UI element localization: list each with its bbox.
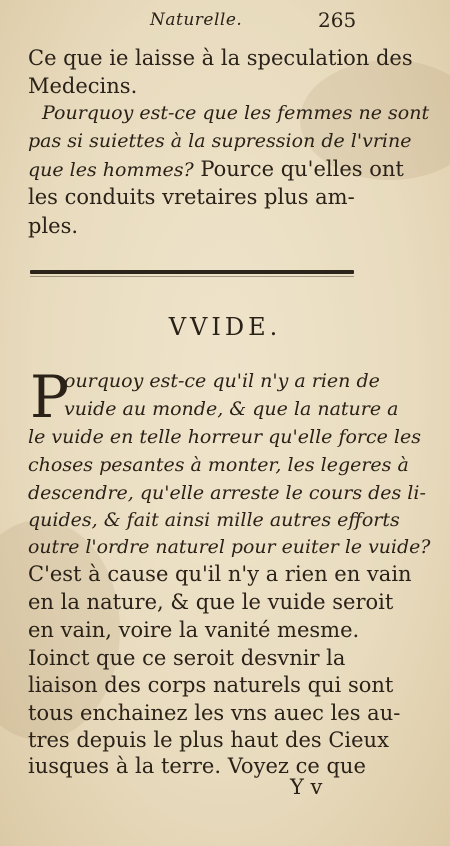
vuide-answer-line: Ioinct que ce seroit desvnir la: [28, 646, 346, 670]
drop-cap: P: [30, 363, 70, 431]
vuide-answer-line: tres depuis le plus haut des Cieux: [28, 728, 389, 752]
vuide-question-line: le vuide en telle horreur qu'elle force les: [28, 426, 421, 448]
question-line: Pourquoy est-ce que les femmes ne sont: [42, 102, 430, 124]
running-head: Naturelle.: [150, 10, 243, 30]
answer-line: les conduits vretaires plus am-: [28, 185, 355, 209]
answer-line-start: Pource qu'elles ont: [193, 157, 404, 181]
vuide-question-line: vuide au monde, & que la nature a: [64, 398, 399, 420]
answer-line: ples.: [28, 214, 79, 238]
section-divider: [30, 270, 354, 274]
vuide-question-line: outre l'ordre naturel pour euiter le vuide?: [28, 536, 431, 558]
question-line: pas si suiettes à la supression de l'vrine: [28, 130, 412, 152]
vuide-question-line: choses pesantes à monter, les legeres à: [28, 454, 409, 476]
vuide-answer-line: liaison des corps naturels qui sont: [28, 673, 394, 697]
vuide-answer-line: en la nature, & que le vuide seroit: [28, 590, 394, 614]
mixed-line: [28, 157, 404, 181]
section-divider-thin: [30, 276, 354, 277]
vuide-answer-line: iusques à la terre. Voyez ce que: [28, 754, 366, 778]
text-line: Ce que ie laisse à la speculation des: [28, 46, 413, 70]
vuide-answer-line: en vain, voire la vanité mesme.: [28, 618, 360, 642]
page-header: [0, 6, 450, 34]
vuide-question-line: quides, & fait ainsi mille autres efforts: [28, 509, 400, 531]
vuide-question-line: ourquoy est-ce qu'il n'y a rien de: [64, 370, 380, 392]
page-number: 265: [318, 8, 357, 32]
vuide-question-line: descendre, qu'elle arreste le cours des li-: [28, 482, 426, 504]
vuide-answer-line: C'est à cause qu'il n'y a rien en vain: [28, 562, 412, 586]
catchword: Y v: [290, 775, 323, 799]
vuide-answer-line: tous enchainez les vns auec les au-: [28, 701, 401, 725]
section-title: VVIDE.: [168, 313, 282, 341]
question-line-end: que les hommes?: [28, 159, 194, 181]
text-line: Medecins.: [28, 74, 138, 98]
